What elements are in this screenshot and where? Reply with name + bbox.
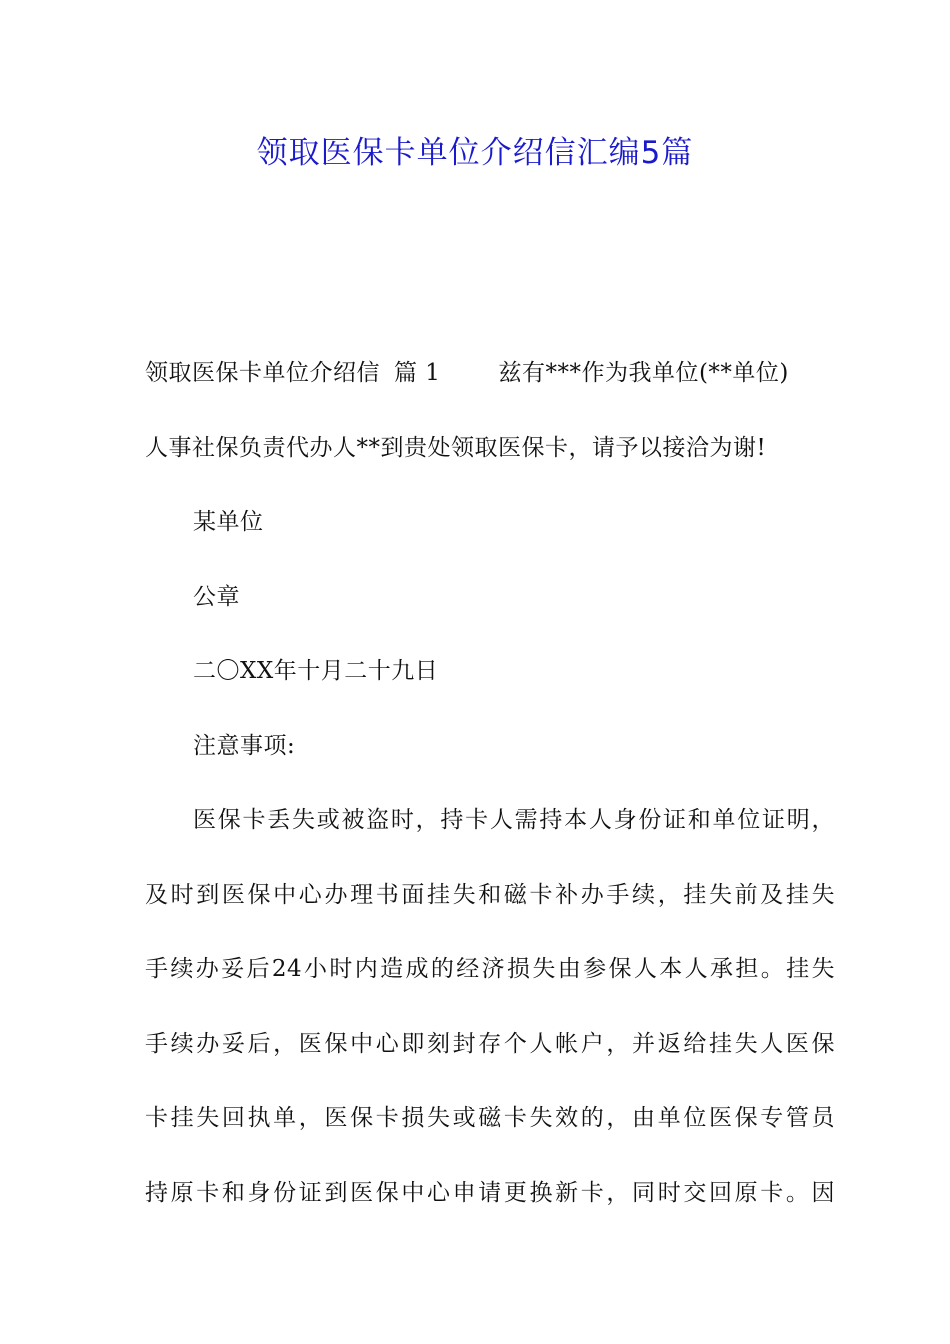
notes-line-6: 持原卡和身份证到医保中心申请更换新卡，同时交回原卡。因 bbox=[145, 1179, 835, 1206]
official-seal-label: 公章 bbox=[193, 583, 240, 610]
notes-line-5: 卡挂失回执单，医保卡损失或磁卡失效的，由单位医保专管员 bbox=[145, 1105, 835, 1131]
notes-line-2: 及时到医保中心办理书面挂失和磁卡补办手续，挂失前及挂失 bbox=[145, 881, 835, 908]
paragraph-line-2: 人事社保负责代办人**到贵处领取医保卡，请予以接洽为谢! bbox=[145, 434, 767, 461]
document-body bbox=[145, 336, 835, 1230]
letter-date: 二〇XX年十月二十九日 bbox=[193, 658, 439, 684]
notes-line-3: 手续办妥后24小时内造成的经济损失由参保人本人承担。挂失 bbox=[145, 956, 835, 982]
notes-line-1: 医保卡丢失或被盗时，持卡人需持本人身份证和单位证明， bbox=[193, 807, 835, 833]
notes-heading: 注意事项: bbox=[193, 732, 296, 759]
notes-line-4: 手续办妥后，医保中心即刻封存个人帐户，并返给挂失人医保 bbox=[145, 1030, 835, 1057]
section-heading: 领取医保卡单位介绍信 bbox=[145, 360, 380, 386]
section-number: 篇 1 bbox=[394, 360, 441, 386]
letter-opening: 兹有***作为我单位(**单位) bbox=[498, 360, 789, 386]
document-title: 领取医保卡单位介绍信汇编5篇 bbox=[256, 135, 694, 171]
sender-unit: 某单位 bbox=[193, 509, 264, 535]
paragraph-line-1 bbox=[145, 336, 835, 411]
